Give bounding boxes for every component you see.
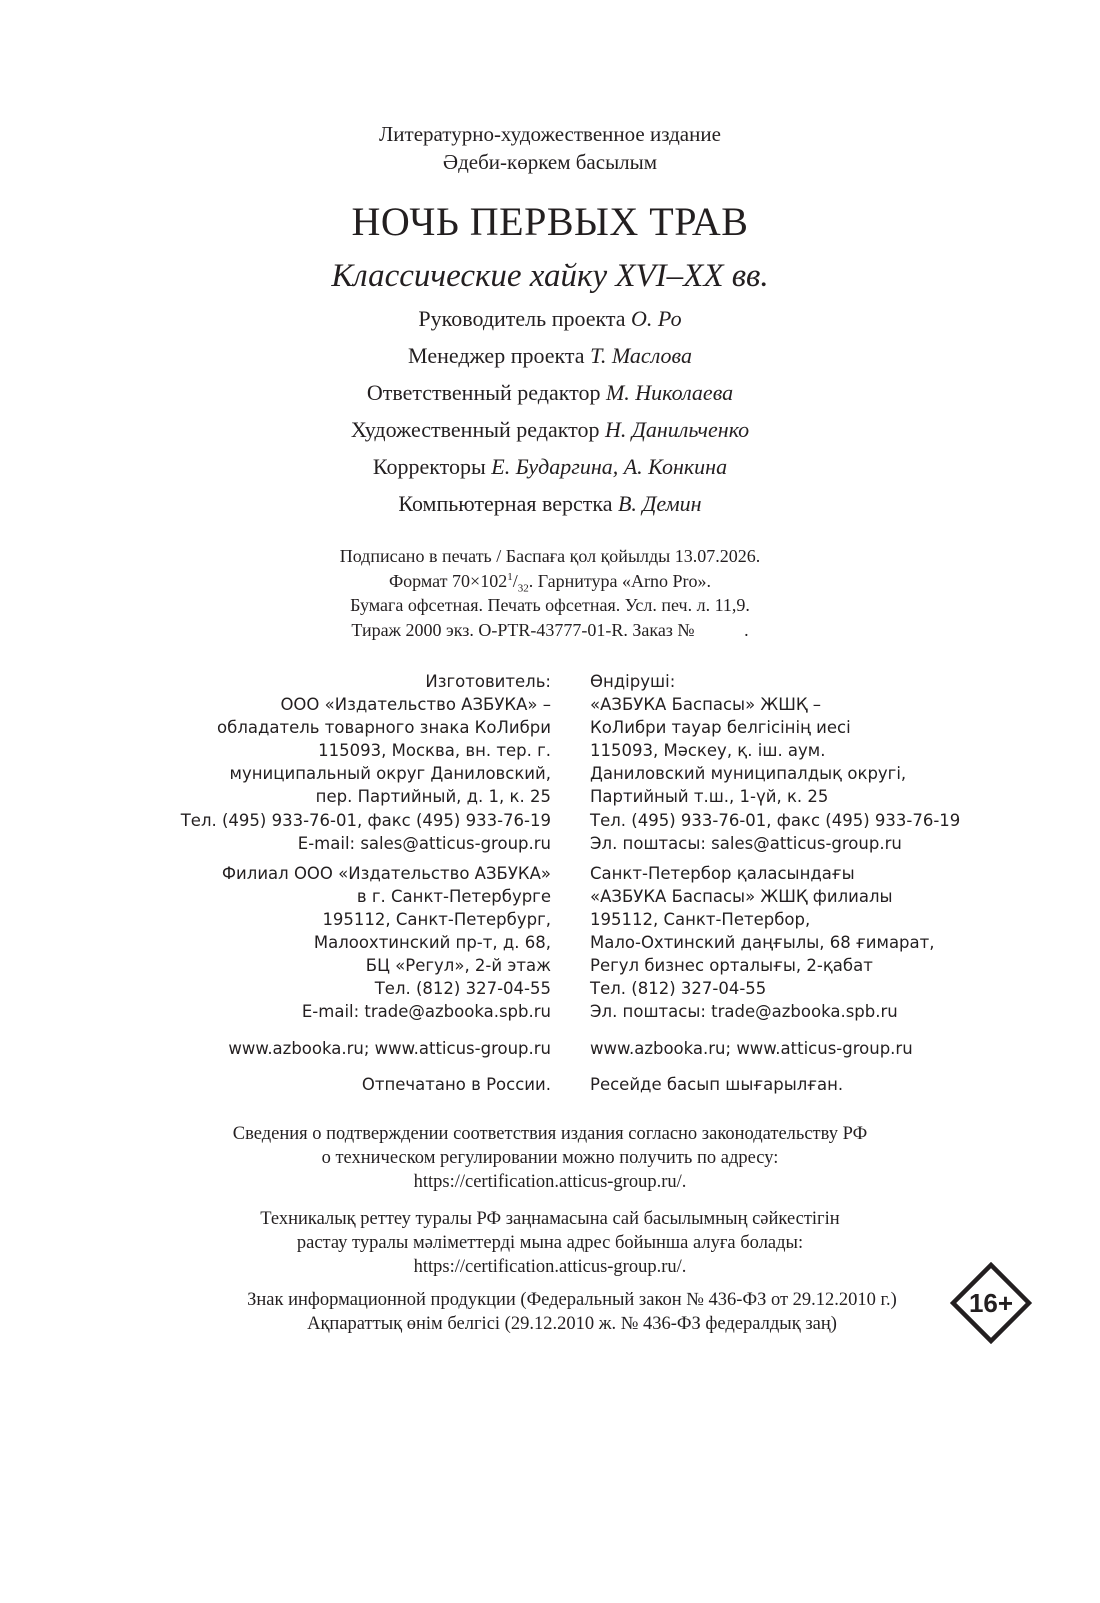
address-line: КоЛибри тауар белгісінің иесі [590,718,851,738]
format-numerator: 1 [507,570,513,583]
age-rating-badge [950,1262,1032,1344]
credit-managing-editor [0,377,1100,414]
edition-type-ru: Литературно-художественное издание [379,122,721,146]
address-line: Даниловский муниципалдық округі, [590,764,907,784]
address-line: обладатель товарного знака КоЛибри [217,718,551,738]
credit-proofreaders [0,451,1100,488]
address-line: Эл. поштасы: sales@atticus-group.ru [590,833,902,853]
branch-ru [181,862,551,1024]
address-line: Изготовитель: [425,672,551,691]
address-line: 195112, Санкт-Петербург, [322,909,551,929]
note-line: Техникалық реттеу туралы РФ заңнамасына сай басылымның сәйкестігін [260,1209,840,1229]
credit-art-editor [0,414,1100,451]
credit-layout [0,488,1100,525]
website-ru: www.azbooka.ru; www.atticus-group.ru [228,1039,551,1059]
print-details [0,544,1100,642]
signed-to-print: Подписано в печать / Баспаға қол қойылды 13.07.2026. [339,546,761,566]
manufacturer-kz [590,670,960,855]
format-suffix: . Гарнитура «Arno Pro». [528,570,712,591]
manufacturer-ru [181,670,551,855]
credit-name: Т. Маслова [590,343,692,368]
address-line: 115093, Москва, вн. тер. г. [318,741,551,761]
address-line: Эл. поштасы: trade@azbooka.spb.ru [590,1002,898,1022]
credit-role: Ответственный редактор [366,380,601,405]
book-subtitle: Классические хайку XVI–XX вв. [331,258,769,294]
format-slash: / [512,570,518,591]
address-line: Филиал ООО «Издательство АЗБУКА» [221,863,551,883]
credit-project-manager [0,340,1100,377]
note-line: о техническом регулировании можно получить по адресу: [321,1148,779,1168]
note-line: https://certification.atticus-group.ru/. [413,1257,687,1277]
credit-role: Художественный редактор [350,417,600,442]
credit-name: Н. Данильченко [604,417,750,442]
address-line: 195112, Санкт-Петербор, [590,909,811,929]
paper-line: Бумага офсетная. Печать офсетная. Усл. печ. л. 11,9. [350,595,750,615]
info-mark-ru: Знак информационной продукции (Федеральный закон № 436-ФЗ от 29.12.2010 г.) [247,1290,897,1310]
website-kz: www.azbooka.ru; www.atticus-group.ru [590,1039,913,1059]
address-line: E-mail: trade@azbooka.spb.ru [301,1002,551,1022]
credit-name: М. Николаева [605,380,734,405]
format-prefix: Формат 70×102 [388,570,508,591]
certification-ru [0,1122,1100,1194]
address-line: Тел. (812) 327-04-55 [374,979,551,999]
credit-role: Менеджер проекта [408,343,585,368]
column-ru [181,670,551,1096]
certification-kz [0,1207,1100,1279]
address-line: Партийный т.ш., 1-үй, к. 25 [590,787,829,807]
branch-kz [590,862,960,1024]
address-line: «АЗБУКА Баспасы» ЖШҚ филиалы [590,886,893,906]
book-title: НОЧЬ ПЕРВЫХ ТРАВ [351,199,749,244]
address-line: Өндіруші: [590,672,676,691]
note-line: https://certification.atticus-group.ru/. [413,1172,687,1192]
address-line: Мало-Охтинский даңғылы, 68 ғимарат, [590,933,935,953]
printed-in-ru: Отпечатано в России. [361,1074,551,1094]
address-line: Тел. (495) 933-76-01, факс (495) 933-76-19 [590,810,961,830]
address-line: Тел. (495) 933-76-01, факс (495) 933-76-19 [180,810,551,830]
credit-role: Руководитель проекта [418,306,626,331]
credit-project-lead [0,303,1100,340]
address-line: Регул бизнес орталығы, 2-қабат [590,956,873,976]
certification-notes [0,1122,1100,1292]
address-line: 115093, Мәскеу, қ. іш. аум. [590,741,826,761]
address-line: Санкт-Петербор қаласындағы [590,863,855,883]
credit-role: Компьютерная верстка [398,491,613,516]
address-line: E-mail: sales@atticus-group.ru [297,833,551,853]
printed-in-kz: Ресейде басып шығарылған. [590,1074,844,1094]
address-line: в г. Санкт-Петербурге [356,886,551,906]
age-rating-text: 16+ [968,1288,1014,1318]
address-line: Тел. (812) 327-04-55 [590,979,767,999]
note-line: Сведения о подтверждении соответствия издания согласно законодательству РФ [232,1124,868,1144]
format-denominator: 32 [517,582,529,595]
address-line: ООО «Издательство АЗБУКА» – [280,695,551,715]
format-line [0,569,1100,594]
credit-name: В. Демин [617,491,702,516]
note-line: растау туралы мәліметтерді мына адрес бойынша алуға болады: [296,1233,804,1253]
info-mark-kz: Ақпараттық өнім белгісі (29.12.2010 ж. № 436-ФЗ федералдық заң) [307,1314,837,1334]
credits-list [0,303,1100,525]
address-line: пер. Партийный, д. 1, к. 25 [315,787,551,807]
address-line: муниципальный округ Даниловский, [229,764,551,784]
address-line: «АЗБУКА Баспасы» ЖШҚ – [590,695,822,715]
credit-role: Корректоры [372,454,486,479]
credit-name: Е. Бударгина, А. Конкина [491,454,728,479]
column-kz [590,670,960,1096]
credit-name: О. Ро [631,306,682,331]
edition-type-kz: Әдеби-көркем басылым [442,150,658,174]
address-line: БЦ «Регул», 2-й этаж [365,956,551,976]
edition-type [0,120,1100,176]
print-run-line: Тираж 2000 экз. O-PTR-43777-01-R. Заказ № . [351,619,749,640]
info-product-mark [182,1288,962,1336]
address-line: Малоохтинский пр-т, д. 68, [313,933,551,953]
